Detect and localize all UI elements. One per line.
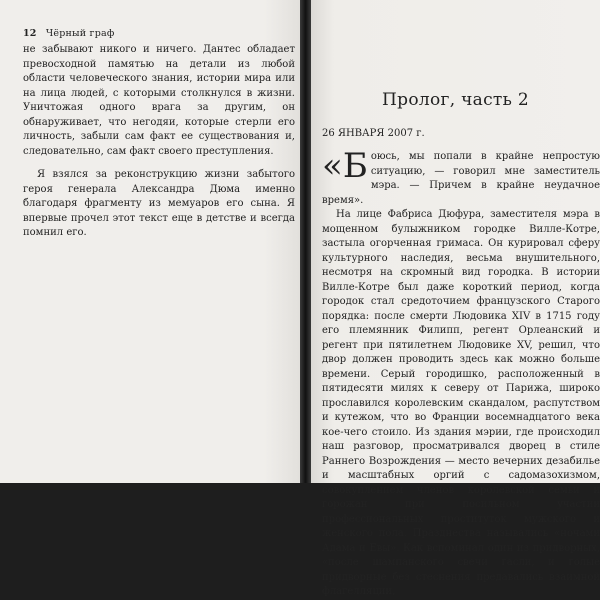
dropcap-letter: Б [342, 146, 368, 186]
chapter-title: Пролог, часть 2 [382, 90, 529, 110]
right-page-text [322, 146, 600, 600]
opening-quote-mark: « [322, 146, 343, 186]
date-heading: 26 ЯНВАРЯ 2007 г. [322, 128, 425, 139]
right-page [311, 0, 600, 597]
book-gutter [300, 0, 311, 483]
dropcap [322, 146, 368, 186]
left-page [0, 0, 300, 483]
paragraph: На лице Фабриса Дюфура, заместителя мэра в мощенном булыжником городке Вилле-Котре, застыла огорченная гримаса. Он курировал сферу культурного наследия, весьма внушительного, несмотря на скромный вид городка. В истории Вилле-Котре был даже короткий период, когда городок стал средоточием французского Старого порядка: после смерти Людовика XIV в 1715 году его племянник Филипп, регент Орлеанский и регент при пятилетнем Людовике XV, решил, что двор должен проводить здесь как можно больше времени. Серый городишко, расположенный в пятидесяти милях к северу от Парижа, широко прославился королевским скандалом, распутством и кутежом, что во Франции восемнадцатого века кое-чего стоило. Из здания мэрии, где происходил наш разговор, просматривался дворец в стиле Раннего Возрождения — место вечерних дезабилье и масштабных оргий с садомазохизмом, совокуплением членов королевской семьи и горожан при посильном участии профессиональных проституток мужского и женского пола. Празднества назывались «ночами Адама и Евы». Как вспоминал один из придворных, «после шампанского свечи гасли, и голые придворные без стеснения предавались взаимной флагелляции, [322, 209, 600, 597]
running-head [23, 28, 115, 39]
left-page-text [23, 43, 295, 241]
page-number: 12 [23, 28, 37, 39]
paragraph: Я взялся за реконструкцию жизни забытого героя генерала Александра Дюма именно благодаря фрагменту из мемуаров его сына. Я впервые прочел этот текст еще в детстве и всегда помнил его. [23, 169, 295, 238]
paragraph: не забывают никого и ничего. Дантес обладает превосходной памятью на детали из любой области человеческого знания, истории мира или на лица людей, с которыми столкнулся в жизни. Уничтожая одного врага за другим, он обнаруживает, что негодяи, которые стерли его личность, забыли сам факт ее существования и, следовательно, сам факт своего преступления. [23, 44, 295, 157]
running-head-title: Чёрный граф [45, 28, 115, 39]
opening-paragraph [322, 146, 600, 208]
opening-paragraph-text: оюсь, мы попали в крайне непростую ситуацию, — говорил мне заместитель мэра. — Причем в крайне неудачное время». [322, 151, 600, 206]
